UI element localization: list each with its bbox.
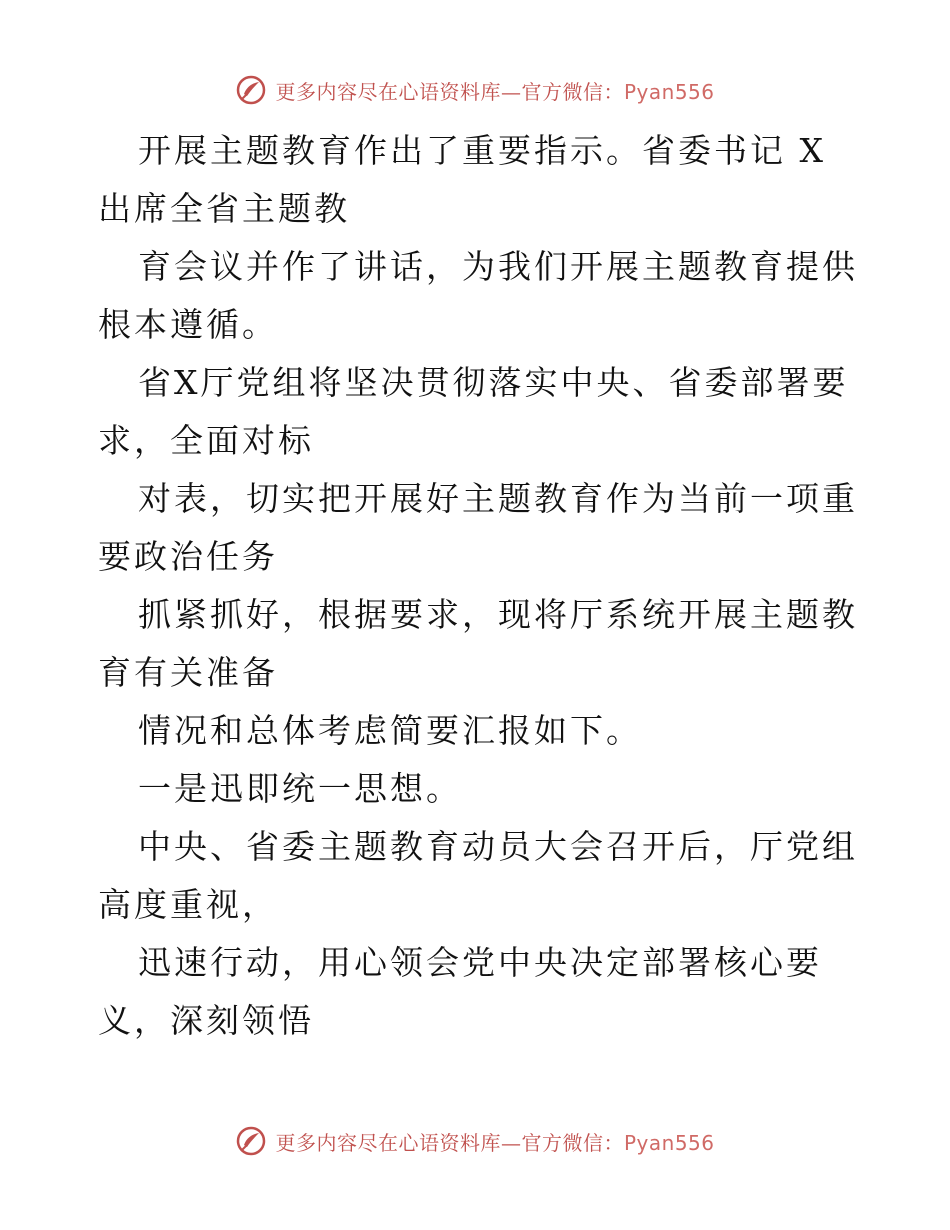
footer-banner — [0, 1121, 950, 1161]
paragraph: 开展主题教育作出了重要指示。省委书记 X出席全省主题教 — [98, 131, 826, 228]
paragraph: 一是迅即统一思想。 — [138, 769, 462, 808]
banner-text: 更多内容尽在心语资料库—官方微信：Pyan556 — [275, 79, 715, 104]
paragraph: 迅速行动，用心领会党中央决定部署核心要义，深刻领悟 — [98, 943, 822, 1040]
paragraph: 省X厅党组将坚决贯彻落实中央、省委部署要求，全面对标 — [98, 363, 849, 460]
brand-logo-icon — [235, 74, 267, 106]
paragraph: 育会议并作了讲话，为我们开展主题教育提供根本遵循。 — [98, 247, 858, 344]
header-banner — [0, 70, 950, 110]
paragraph: 抓紧抓好，根据要求，现将厅系统开展主题教育有关准备 — [98, 595, 858, 692]
paragraph: 对表，切实把开展好主题教育作为当前一项重要政治任务 — [98, 479, 858, 576]
banner-text: 更多内容尽在心语资料库—官方微信：Pyan556 — [275, 1130, 715, 1155]
brand-logo-icon — [235, 1125, 267, 1157]
document-body — [98, 122, 858, 1050]
paragraph: 情况和总体考虑简要汇报如下。 — [138, 711, 642, 750]
paragraph: 中央、省委主题教育动员大会召开后，厅党组高度重视， — [98, 827, 858, 924]
